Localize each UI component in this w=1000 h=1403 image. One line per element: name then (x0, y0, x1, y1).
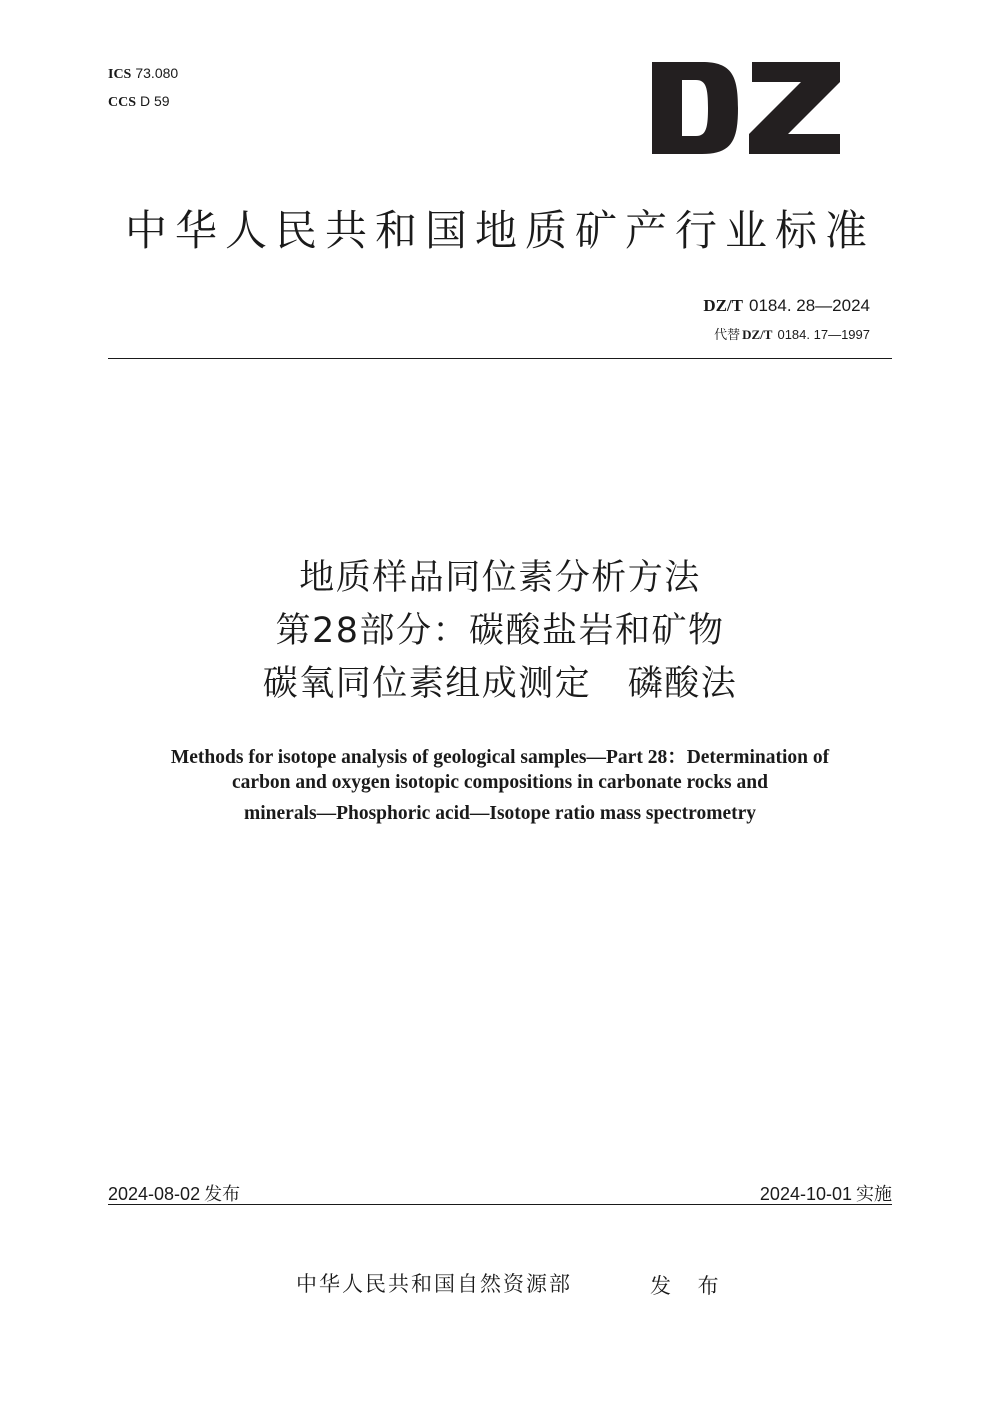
footer-divider (108, 1204, 892, 1205)
industry-standard-title: 中华人民共和国地质矿产行业标准 (124, 206, 875, 255)
implement-date-label: 实施 (856, 1184, 892, 1205)
ics-prefix: ICS (108, 67, 132, 82)
en-title-line-1: Methods for isotope analysis of geological samples—Part 28：Determination of (170, 747, 830, 768)
ccs-value: D 59 (140, 93, 170, 109)
implement-date (760, 1180, 892, 1206)
replaced-label: 代替 (714, 328, 741, 343)
publish-date-label: 发布 (204, 1184, 241, 1205)
publisher-publish-label: 发 布 (650, 1274, 729, 1298)
replaced-prefix: DZ/T (742, 327, 773, 342)
classification-codes (108, 60, 178, 116)
standard-number-prefix: DZ/T (703, 296, 743, 315)
ccs-prefix: CCS (108, 95, 137, 110)
replaced-number: 0184. 17—1997 (777, 327, 870, 342)
standard-number-value: 0184. 28—2024 (749, 296, 870, 315)
publish-date (108, 1180, 240, 1206)
publish-date-value: 2024-08-02 (108, 1184, 201, 1204)
cn-title-line-2: 第28部分：碳酸盐岩和矿物 (275, 611, 725, 651)
en-title-line-2: carbon and oxygen isotopic compositions in carbonate rocks and (232, 772, 768, 793)
standard-number (703, 296, 870, 316)
header-divider (108, 358, 892, 359)
ics-value: 73.080 (135, 65, 179, 81)
cn-title-line-3: 碳氧同位素组成测定 磷酸法 (262, 664, 738, 704)
implement-date-value: 2024-10-01 (759, 1184, 852, 1204)
en-title-line-3: minerals—Phosphoric acid—Isotope ratio mass spectrometry (244, 803, 756, 824)
dz-logo-graphic (652, 62, 840, 154)
cn-title-line-1: 地质样品同位素分析方法 (299, 558, 701, 598)
ccs-code (108, 88, 178, 116)
publisher-name: 中华人民共和国自然资源部 (296, 1272, 572, 1296)
replaced-standard (714, 324, 870, 343)
ics-code (108, 60, 178, 88)
dz-logo (652, 62, 840, 154)
